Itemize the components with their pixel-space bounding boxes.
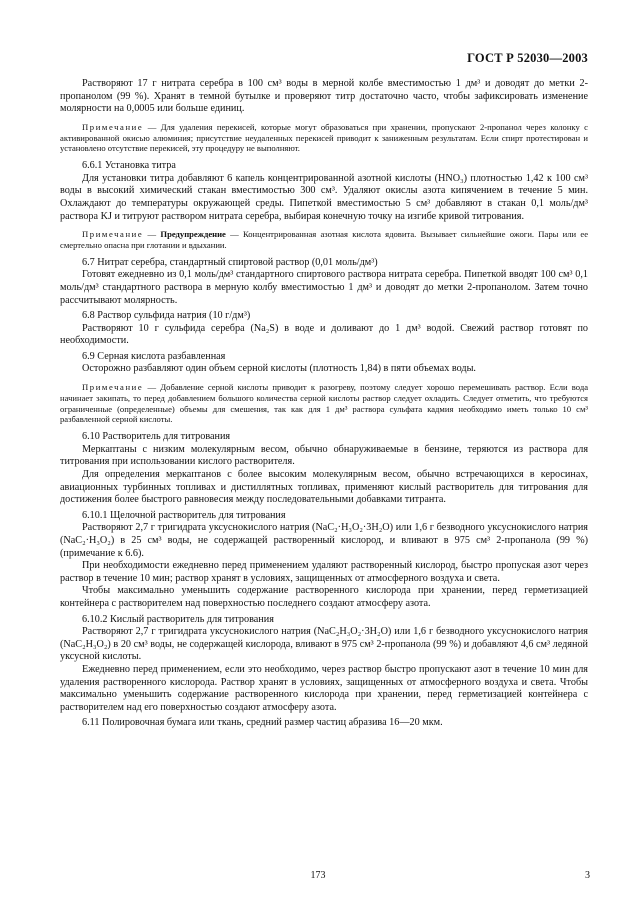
- sheet-number: 3: [585, 870, 590, 881]
- document-body: [60, 78, 588, 730]
- section-heading-6-7: 6.7 Нитрат серебра, стандартный спиртовой раствор (0,01 моль/дм³): [82, 256, 378, 268]
- section-heading-6-10: 6.10 Растворитель для титрования: [82, 431, 231, 443]
- section-heading-6-9: 6.9 Серная кислота разбавленная: [82, 350, 226, 362]
- paragraph-sodium-sulfide: Растворяют 10 г сульфида серебра (Na₂S) в воде и доливают до 1 дм³ водой. Свежий раствор готовят по необходимости.: [60, 322, 588, 347]
- section-heading-6-6-1: 6.6.1 Установка титра: [82, 160, 176, 172]
- section-heading-6-10-1: 6.10.1 Щелочной растворитель для титрования: [82, 509, 286, 521]
- paragraph-standard-solution: Готовят ежедневно из 0,1 моль/дм³ стандартного спиртового раствора нитрата серебра. Пипеткой вводят 100 см³ 0,1 моль/дм³ стандартного раствора в мерную колбу вместимостью 1 дм³ и доводят до метки 2-пропанолом. Затем точно рассчитывают молярность.: [60, 269, 588, 306]
- section-heading-6-10-2: 6.10.2 Кислый растворитель для титрования: [82, 613, 274, 625]
- paragraph-alkaline-solvent: Растворяют 2,7 г тригидрата уксуснокислого натрия (NaC₂·H₃O₂·3H₂O) или 1,6 г безводного уксуснокислого натрия (NaC₂·H₃O₂) в 25 см³ воды, не содержащей растворенный кислород, и вливают в 975 см³ 2-пропанола (99 %) (примечание к 6.6).: [60, 522, 588, 559]
- note-sulfuric-acid: Примечание — Добавление серной кислоты приводит к разогреву, поэтому следует хорошо перемешивать раствор. Если вода начинает закипать, то перед добавлением большого количества серной кислоты раствор следует охладить. Следует отметить, что требуются ограниченные (определенные) объемы для смешения, так как для 1 дм³ раствора сульфата кадмия необходимо иметь только 10 см³ разбавленной серной кислоты.: [60, 382, 589, 425]
- warning-label: Предупреждение: [160, 229, 226, 240]
- standard-code-header: ГОСТ Р 52030—2003: [467, 51, 588, 65]
- paragraph-daily-nitrogen: Ежедневно перед применением, если это необходимо, через раствор быстро пропускают азот в течение 10 мин для удаления растворенного кислорода. Раствор хранят в условиях, защищенных от атмосферного воздуха и света. Чтобы максимально уменьшить содержание растворенного кислорода при хранении, перед герметизацией контейнера с растворителем над его поверхностью создают атмосферу азота.: [60, 663, 588, 713]
- paragraph-nitrogen-atmosphere: Чтобы максимально уменьшить содержание растворенного кислорода при хранении, перед герметизацией контейнера с растворителем над поверхностью последнего создают атмосферу азота.: [60, 585, 588, 609]
- paragraph-mercaptans-low: Меркаптаны с низким молекулярным весом, обычно обнаруживаемые в бензине, теряются из раствора для титрования при использовании кислого растворителя.: [60, 443, 588, 468]
- paragraph-mercaptans-high: Для определения меркаптанов с более высоким молекулярным весом, обычно встречающихся в керосинах, авиационных турбинных топливах и дистиллятных топливах, применяют кислый растворитель для титрования для достижения более быстрого равновесия между последовательными добавками титранта.: [60, 469, 588, 506]
- paragraph-silver-nitrate-prep: Растворяют 17 г нитрата серебра в 100 см³ воды в мерной колбе вместимостью 1 дм³ и доводят до метки 2-пропанолом (99 %). Хранят в темной бутылке и проверяют титр достаточно часто, чтобы зафиксировать изменение молярности на 0,0005 или больше единиц.: [60, 78, 588, 115]
- paragraph-sulfuric-acid: Осторожно разбавляют один объем серной кислоты (плотность 1,84) в пяти объемах воды.: [82, 363, 476, 375]
- paragraph-acid-solvent: Растворяют 2,7 г тригидрата уксуснокислого натрия (NaC₂H₃O₂·3H₂O) или 1,6 г безводного уксуснокислого натрия (NaC₂H₃O₂) в 20 см³ воды, не содержащей кислорода, вливают в 975 см³ 2-пропанола (99 %) и добавляют 4,6 см³ ледяной уксусной кислоты.: [60, 626, 588, 663]
- note-label: Примечание: [82, 229, 144, 240]
- page-number: 173: [310, 870, 326, 881]
- note-text: Добавление серной кислоты приводит к разогреву, поэтому следует хорошо перемешивать раствор. Если вода начинает закипать, то перед добавлением большого количества серной кислоты раствор следует охладить. Следует отметить, что требуются ограниченные (определенные) объемы для смешения, так как для 1 дм³ раствора сульфата кадмия необходимо иметь только 10 см³ разбавленной серной кислоты.: [60, 382, 589, 425]
- note-label: Примечание: [82, 121, 144, 132]
- section-heading-6-11: 6.11 Полировочная бумага или ткань, средний размер частиц абразива 16—20 мкм.: [82, 717, 443, 729]
- note-label: Примечание: [82, 382, 144, 393]
- note-peroxides: Примечание — Для удаления перекисей, которые могут образоваться при хранении, пропускают 2-пропанол через колонку с активированной окисью алюминия; присутствие неудаленных перекисей приводит к заниженным результатам. Если спирт протестирован и установлено отсутствие перекисей, эту процедуру не выполняют.: [60, 121, 588, 154]
- warning-text: Концентрированная азотная кислота ядовита. Вызывает сильнейшие ожоги. Пары или ее смертельно опасна при глотании и вдыхании.: [60, 229, 589, 250]
- note-text: Для удаления перекисей, которые могут образоваться при хранении, пропускают 2-пропанол через колонку с активированной окисью алюминия; присутствие неудаленных перекисей приводит к заниженным результатам. Если спирт протестирован и установлено отсутствие перекисей, эту процедуру не выполняют.: [60, 121, 588, 154]
- paragraph-remove-oxygen: При необходимости ежедневно перед применением удаляют растворенный кислород, быстро пропуская азот через раствор в течение 10 мин; раствор хранят в условиях, защищенных от атмосферного воздуха и света.: [60, 560, 588, 584]
- note-warning-nitric-acid: Примечание — Предупреждение — Концентрированная азотная кислота ядовита. Вызывает сильнейшие ожоги. Пары или ее смертельно опасна при глотании и вдыхании.: [60, 229, 589, 250]
- paragraph-titre-setting: Для установки титра добавляют 6 капель концентрированной азотной кислоты (HNO₃) плотностью 1,42 к 100 см³ воды в высокий химический стакан вместимостью 300 см³. Удаляют окислы азота кипячением в течение 5 мин. Охлаждают до температуры окружающей среды. Пипеткой вместимостью 5 см³ добавляют в стакан 0,1 моль/дм³ раствора KJ и титруют раствором нитрата серебра, выбирая конечную точку на изгибе кривой титрования.: [60, 172, 588, 222]
- section-heading-6-8: 6.8 Раствор сульфида натрия (10 г/дм³): [82, 310, 251, 322]
